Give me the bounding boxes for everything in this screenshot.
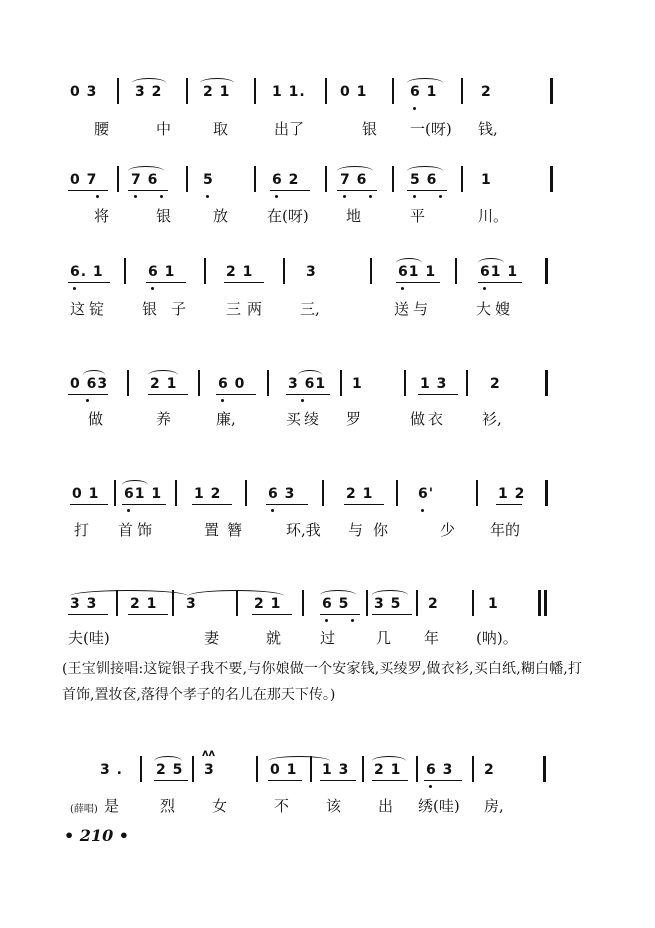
lyric: 做衣 <box>410 410 447 428</box>
octave-dot <box>401 287 404 290</box>
note-group: 3 <box>204 762 215 778</box>
underline <box>418 394 458 395</box>
lyric: 少 <box>440 521 456 539</box>
octave-dot <box>301 399 304 402</box>
underline <box>252 614 292 615</box>
bar-line <box>370 258 372 284</box>
lyric: 年 <box>424 629 440 647</box>
lyric: (呐)。 <box>476 629 518 647</box>
underline <box>372 614 412 615</box>
lyric: 川。 <box>478 207 509 225</box>
note-group: 0 1 <box>270 762 298 778</box>
lyric: 放 <box>213 207 229 225</box>
score-line-5 <box>0 480 655 514</box>
lyric: 银 <box>156 207 172 225</box>
note-group: 6 3 <box>268 486 296 502</box>
lyric: 送与 <box>394 300 433 318</box>
lyric: 环,我 <box>286 521 321 539</box>
underline <box>224 282 264 283</box>
bar-line <box>172 590 174 616</box>
bar-line <box>392 166 394 192</box>
bar-line <box>114 480 116 506</box>
underline <box>122 504 166 505</box>
lyric: 钱, <box>478 120 498 138</box>
note-group: 0 7 <box>70 172 98 188</box>
lyric: 出 <box>378 797 394 815</box>
lyric: 该 <box>326 797 342 815</box>
note-group: 1 2 <box>194 486 222 502</box>
lyric: 腰 <box>94 120 110 138</box>
lyric: 房, <box>484 797 504 815</box>
octave-dot <box>134 195 137 198</box>
bar-line <box>545 258 548 284</box>
bar-line <box>192 756 194 782</box>
tremolo-mark: ʌʌ <box>202 748 216 759</box>
score-line-6 <box>0 590 655 624</box>
octave-dot <box>439 195 442 198</box>
bar-line <box>550 78 553 104</box>
note-group: 0 1 <box>72 486 100 502</box>
bar-line <box>254 166 256 192</box>
bar-line <box>198 370 200 396</box>
note-group: 2 1 <box>226 264 254 280</box>
bar-line <box>545 480 548 506</box>
bar-line <box>472 756 474 782</box>
lyric: 年的 <box>490 521 521 539</box>
bar-line <box>404 370 406 396</box>
bar-line <box>325 166 327 192</box>
underline <box>478 282 522 283</box>
note-group: 6 1 <box>148 264 176 280</box>
lyric: 银子 <box>142 300 201 318</box>
score-line-2 <box>0 166 655 200</box>
underline <box>320 614 360 615</box>
note-group: 61 1 <box>124 486 163 502</box>
note-group: 1 <box>481 172 492 188</box>
underline <box>148 394 188 395</box>
bar-line <box>396 480 398 506</box>
lyrics-line-5 <box>0 519 655 543</box>
note-group: 2 <box>490 376 501 392</box>
lyric: 养 <box>156 410 172 428</box>
singer-label: (薛唱) <box>70 804 98 815</box>
lyric: 夫(哇) <box>68 629 110 647</box>
lyric: 三, <box>300 300 320 318</box>
slur <box>83 370 105 380</box>
underline <box>424 780 462 781</box>
lyric: 一(呀) <box>410 120 452 138</box>
bar-line <box>236 590 238 616</box>
note-group: 1 <box>352 376 363 392</box>
bar-line <box>476 480 478 506</box>
note-group: 7 6 <box>131 172 159 188</box>
note-group: 0 63 <box>70 376 109 392</box>
note-group: 0 3 <box>70 84 98 100</box>
note-group: 1 1. <box>272 84 306 100</box>
underline <box>154 780 188 781</box>
bar-line <box>544 590 547 616</box>
lyric: 做 <box>88 410 104 428</box>
lyric: 绣(哇) <box>418 797 460 815</box>
note-group: 2 5 <box>156 762 184 778</box>
bar-line <box>186 78 188 104</box>
lyric: 是 <box>104 797 120 815</box>
note-group: 1 2 <box>498 486 526 502</box>
note-group: 6 0 <box>218 376 246 392</box>
underline <box>128 614 168 615</box>
bar-line <box>267 370 269 396</box>
score-line-1 <box>0 78 655 112</box>
note-group: 2 <box>428 596 439 612</box>
lyrics-line-1 <box>0 118 655 142</box>
note-group: 61 1 <box>480 264 519 280</box>
underline <box>337 190 377 191</box>
lyric: 妻 <box>204 629 220 647</box>
octave-dot <box>483 287 486 290</box>
note-group: 6 5 <box>322 596 350 612</box>
underline <box>146 282 186 283</box>
note-group: 7 6 <box>340 172 368 188</box>
bar-line <box>322 480 324 506</box>
lyric: 买绫 <box>286 410 323 428</box>
lyric: 不 <box>274 797 290 815</box>
lyric: 女 <box>212 797 228 815</box>
note-group: 2 1 <box>203 84 231 100</box>
bar-line <box>416 590 418 616</box>
note-group: 6. 1 <box>70 264 104 280</box>
note-group: 6 1 <box>410 84 438 100</box>
bar-line <box>175 480 177 506</box>
underline <box>68 190 108 191</box>
bar-line <box>461 78 463 104</box>
bar-line <box>461 166 463 192</box>
octave-dot <box>421 509 424 512</box>
note-group: 6 2 <box>272 172 300 188</box>
note-group: 2 <box>484 762 495 778</box>
note-group: 2 1 <box>374 762 402 778</box>
bar-line <box>366 590 368 616</box>
underline <box>68 614 108 615</box>
underline <box>344 504 384 505</box>
lyric: 与你 <box>348 521 399 539</box>
octave-dot <box>413 107 416 110</box>
note-group: 3 61 <box>288 376 327 392</box>
lyrics-line-2 <box>0 205 655 229</box>
underline <box>396 282 440 283</box>
underline <box>496 504 522 505</box>
note-group: 3 2 <box>135 84 163 100</box>
octave-dot <box>343 195 346 198</box>
underline <box>372 780 408 781</box>
note-group: 1 3 <box>322 762 350 778</box>
underline <box>320 780 356 781</box>
bar-line <box>116 590 118 616</box>
underline <box>68 282 110 283</box>
bar-line <box>117 78 119 104</box>
lyrics-line-3 <box>0 298 655 322</box>
note-group: 1 <box>488 596 499 612</box>
note-group: 3 . <box>100 762 123 778</box>
bar-line <box>550 166 553 192</box>
bar-line <box>416 756 418 782</box>
note-group: 1 3 <box>420 376 448 392</box>
bar-line <box>472 590 474 616</box>
lyric: 过 <box>320 629 336 647</box>
note-group: 6 3 <box>426 762 454 778</box>
bar-line <box>340 370 342 396</box>
underline <box>270 190 310 191</box>
lyric: 几 <box>376 629 392 647</box>
bar-line <box>254 78 256 104</box>
lyrics-line-6 <box>0 627 655 651</box>
note-group: 3 3 <box>70 596 98 612</box>
octave-dot <box>369 195 372 198</box>
lyric: 地 <box>346 207 362 225</box>
lyric: 三两 <box>226 300 269 318</box>
bar-line <box>543 756 546 782</box>
bar-line <box>545 370 548 396</box>
lyric: 廉, <box>216 410 236 428</box>
lyrics-line-7 <box>0 795 655 819</box>
note-group: 2 1 <box>150 376 178 392</box>
lyric: 就 <box>266 629 282 647</box>
lyric: 衫, <box>482 410 502 428</box>
bar-line <box>538 590 541 616</box>
bar-line <box>124 258 126 284</box>
octave-dot <box>271 509 274 512</box>
lyric: 罗 <box>346 410 362 428</box>
lyric: 将 <box>94 207 110 225</box>
bar-line <box>117 166 119 192</box>
octave-dot <box>325 619 328 622</box>
note-group: 6' <box>418 486 435 502</box>
note-group: 2 1 <box>254 596 282 612</box>
bar-line <box>140 756 142 782</box>
note-group: 5 6 <box>410 172 438 188</box>
score-line-4 <box>0 370 655 404</box>
bar-line <box>127 370 129 396</box>
lyric: 烈 <box>160 797 176 815</box>
lyric: 置簪 <box>204 521 251 539</box>
page-number: • 210 • <box>64 826 129 845</box>
bar-line <box>466 370 468 396</box>
lyric: 在(呀) <box>267 207 309 225</box>
octave-dot <box>96 195 99 198</box>
bar-line <box>245 480 247 506</box>
octave-dot <box>160 195 163 198</box>
underline <box>286 394 330 395</box>
octave-dot <box>206 195 209 198</box>
underline <box>128 190 168 191</box>
bar-line <box>310 756 312 782</box>
bar-line <box>204 258 206 284</box>
score-line-7 <box>0 748 655 790</box>
bar-line <box>302 590 304 616</box>
underline <box>216 394 256 395</box>
note-group: 2 1 <box>130 596 158 612</box>
lyric: 打 <box>74 521 90 539</box>
lyric: 平 <box>410 207 426 225</box>
bar-line <box>283 258 285 284</box>
spoken-aside: (王宝钏接唱:这锭银子我不要,与你娘做一个安家钱,买绫罗,做衣衫,买白纸,糊白幡,打首饰,置妆奁,落得个孝子的名儿在那天下传。) <box>62 661 582 703</box>
octave-dot <box>275 195 278 198</box>
bar-line <box>325 78 327 104</box>
underline <box>192 504 232 505</box>
underline <box>70 504 108 505</box>
bar-line <box>362 756 364 782</box>
octave-dot <box>351 619 354 622</box>
note-group: 2 <box>481 84 492 100</box>
bar-line <box>186 166 188 192</box>
note-group: 61 1 <box>398 264 437 280</box>
note-group: 3 5 <box>374 596 402 612</box>
bar-line <box>256 756 258 782</box>
lyric: 银 <box>362 120 378 138</box>
octave-dot <box>413 195 416 198</box>
lyric: 这锭 <box>70 300 109 318</box>
octave-dot <box>429 785 432 788</box>
bar-line <box>392 78 394 104</box>
underline <box>268 780 302 781</box>
octave-dot <box>73 287 76 290</box>
note-group: 3 <box>306 264 317 280</box>
note-group: 0 1 <box>340 84 368 100</box>
underline <box>68 394 108 395</box>
lyric: 取 <box>213 120 229 138</box>
bar-line <box>455 258 457 284</box>
lyric: 大嫂 <box>476 300 515 318</box>
score-line-3 <box>0 258 655 292</box>
octave-dot <box>221 399 224 402</box>
lyrics-line-4 <box>0 408 655 432</box>
note-group: 3 <box>186 596 197 612</box>
note-group: 2 1 <box>346 486 374 502</box>
octave-dot <box>86 399 89 402</box>
underline <box>266 504 308 505</box>
octave-dot <box>127 509 130 512</box>
lyric: 中 <box>156 120 172 138</box>
note-group: 5 <box>203 172 214 188</box>
lyric: 首饰 <box>118 521 157 539</box>
underline <box>407 190 447 191</box>
lyric: 出了 <box>274 120 305 138</box>
octave-dot <box>151 287 154 290</box>
